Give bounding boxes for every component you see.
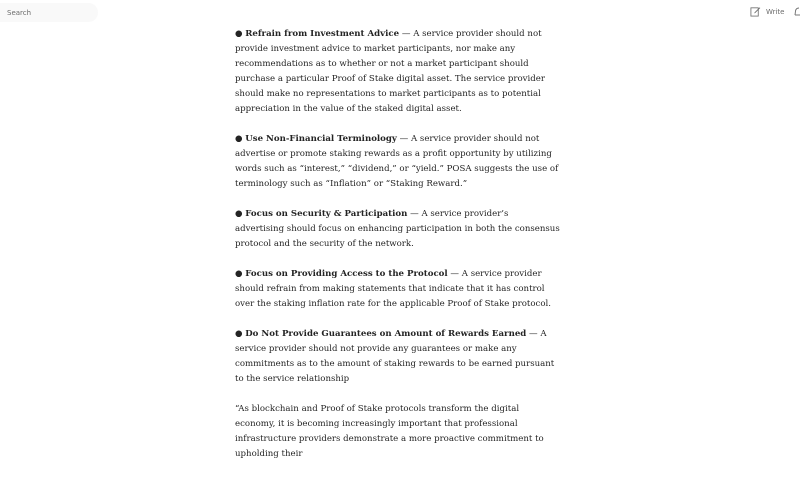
search-input[interactable] — [0, 3, 98, 22]
list-item: ● Focus on Providing Access to the Protocol — A service provider should refrain from making statements that indicate that it has control over the staking inflation rate for the applicable Proof of Stake protocol. — [235, 269, 551, 309]
item-text: A service provider should not provide any guarantees or make any commitments as to the amount of staking rewards to be earned pursuant to the service relationship — [235, 329, 555, 384]
article-body — [235, 27, 560, 477]
list-item: ● Refrain from Investment Advice — A service provider should not provide investment advice to market participants, nor make any recommendations as to whether or not a market participant should purchase a particular Proof of Stake digital asset. The service provider should make no representations to market participants as to potential appreciation in the value of the staked digital asset. — [235, 29, 545, 114]
write-label: Write — [766, 7, 785, 16]
top-navigation-bar — [0, 0, 800, 27]
list-item: ● Do Not Provide Guarantees on Amount of Rewards Earned — A service provider should not provide any guarantees or make any commitments as to the amount of staking rewards to be earned pursuant to the service relationship — [235, 329, 555, 384]
item-title: Use Non-Financial Terminology — [245, 134, 397, 144]
list-item: ● Use Non-Financial Terminology — A service provider should not advertise or promote staking rewards as a profit opportunity by utilizing words such as “interest,” “dividend,” or “yield.” POSA suggests the use of terminology such as “Inflation” or “Staking Reward.” — [235, 134, 559, 189]
notification-bell-icon[interactable] — [794, 7, 800, 17]
write-icon — [750, 6, 761, 17]
search-placeholder: Search — [7, 8, 32, 17]
item-text: A service provider should not advertise or promote staking rewards as a profit opportunity by utilizing words such as “interest,” “dividend,” or “yield.” POSA suggests the use of terminology such as “Inflation” or “Staking Reward.” — [235, 134, 559, 189]
item-text: A service provider’s advertising should focus on enhancing participation in both the consensus protocol and the security of the network. — [235, 209, 560, 249]
item-text: A service provider should refrain from making statements that indicate that it has control over the staking inflation rate for the applicable Proof of Stake protocol. — [235, 269, 551, 309]
quote-paragraph: “As blockchain and Proof of Stake protocols transform the digital economy, it is becoming increasingly important that professional infrastructure providers demonstrate a more proactive commitment to upholding their — [235, 404, 544, 459]
item-title: Do Not Provide Guarantees on Amount of Rewards Earned — [245, 329, 527, 339]
list-item: ● Focus on Security & Participation — A service provider’s advertising should focus on enhancing participation in both the consensus protocol and the security of the network. — [235, 209, 560, 249]
write-button[interactable] — [750, 6, 784, 17]
item-title: Focus on Providing Access to the Protocol — [245, 269, 448, 279]
item-text: A service provider should not provide investment advice to market participants, nor make any recommendations as to whether or not a market participant should purchase a particular Proof of Stake digital asset. The service provider should make no representations to market participants as to potential appreciation in the value of the staked digital asset. — [235, 29, 545, 114]
item-title: Focus on Security & Participation — [245, 209, 408, 219]
item-title: Refrain from Investment Advice — [245, 29, 400, 39]
